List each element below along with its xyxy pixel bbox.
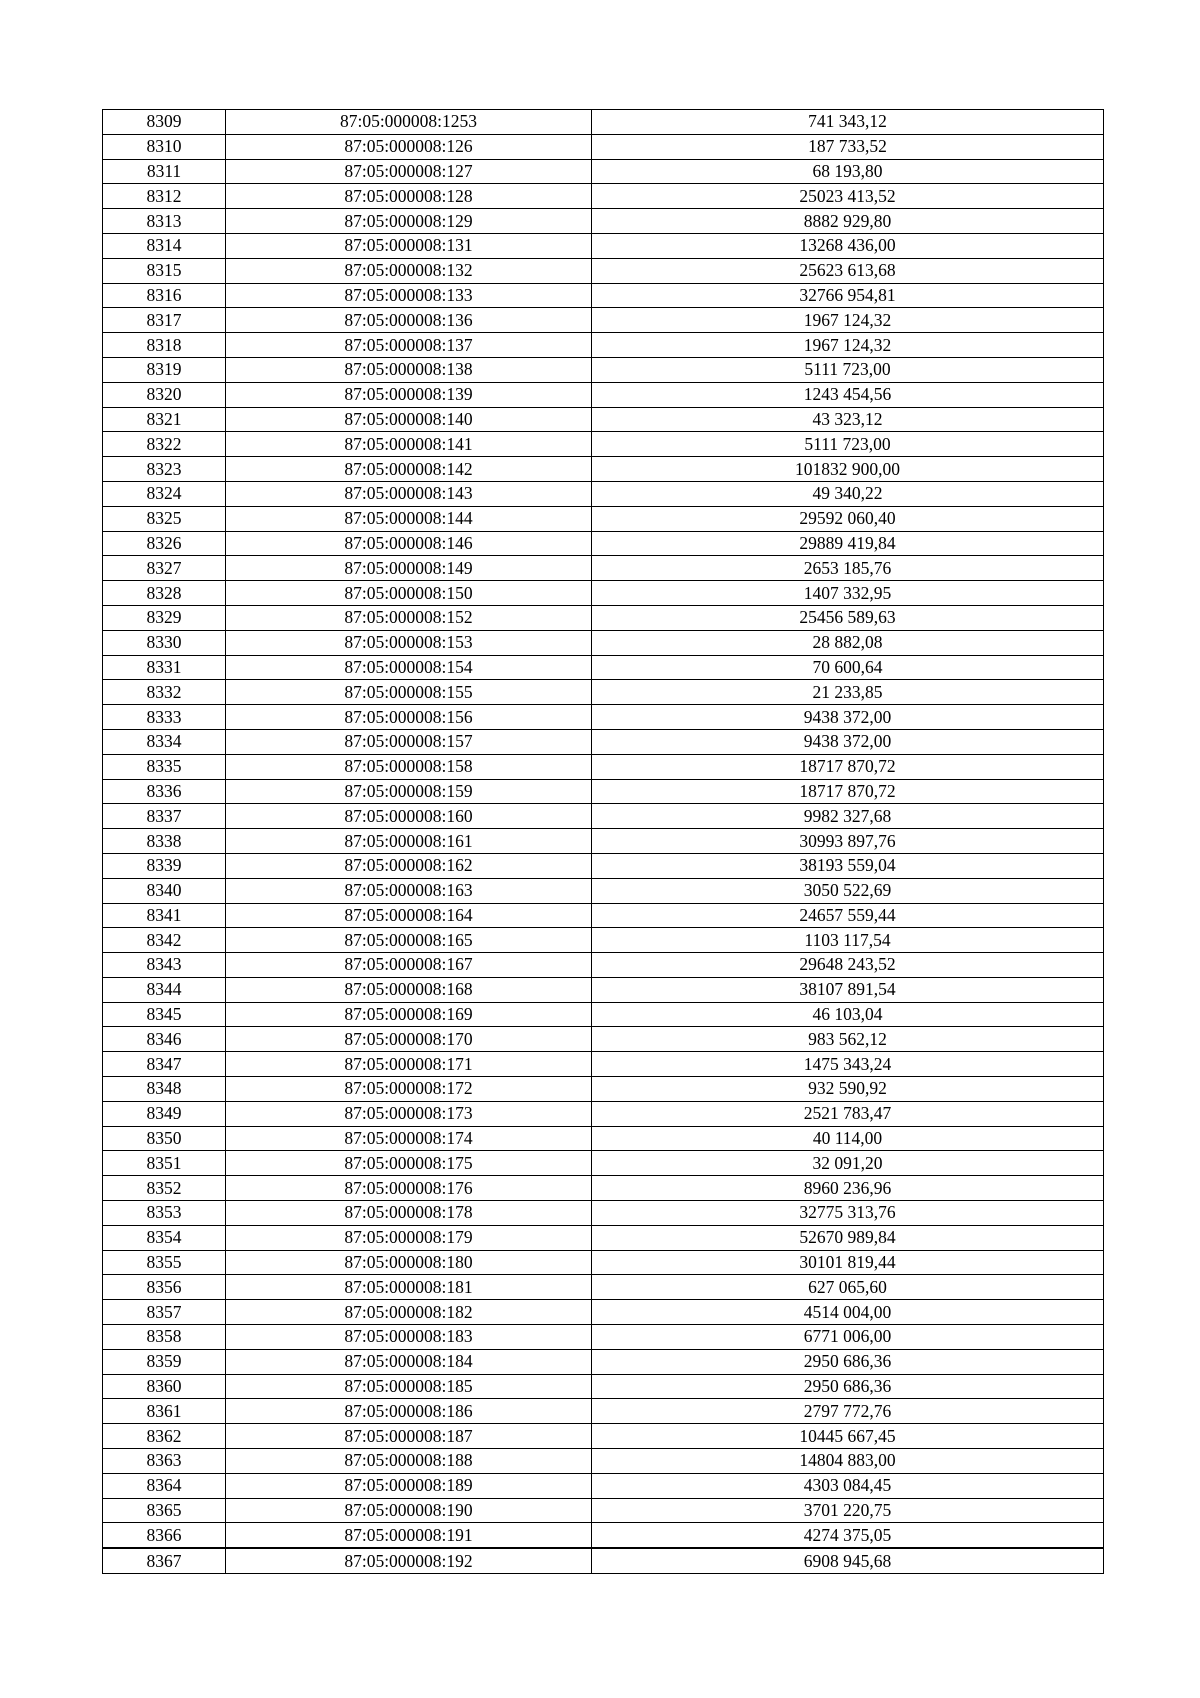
cadastral-number-cell: 87:05:000008:186 (226, 1399, 592, 1424)
row-number-cell: 8311 (103, 159, 226, 184)
cadastral-number-cell: 87:05:000008:163 (226, 878, 592, 903)
table-row (103, 1052, 1104, 1077)
row-number-cell: 8360 (103, 1374, 226, 1399)
row-number-cell: 8320 (103, 382, 226, 407)
cadastral-number-cell: 87:05:000008:131 (226, 233, 592, 258)
table-row (103, 1325, 1104, 1350)
cadastral-number-cell: 87:05:000008:168 (226, 977, 592, 1002)
cadastral-number-cell: 87:05:000008:129 (226, 209, 592, 234)
cadastral-number-cell: 87:05:000008:161 (226, 829, 592, 854)
row-number-cell: 8327 (103, 556, 226, 581)
cadastral-number-cell: 87:05:000008:165 (226, 928, 592, 953)
cadastral-number-cell: 87:05:000008:185 (226, 1374, 592, 1399)
table-row (103, 1399, 1104, 1424)
table-row (103, 1225, 1104, 1250)
row-number-cell: 8332 (103, 680, 226, 705)
cadastral-value-cell: 9438 372,00 (592, 729, 1104, 754)
cadastral-number-cell: 87:05:000008:138 (226, 357, 592, 382)
table-row (103, 333, 1104, 358)
cadastral-value-cell: 1967 124,32 (592, 333, 1104, 358)
row-number-cell: 8338 (103, 829, 226, 854)
row-number-cell: 8348 (103, 1077, 226, 1102)
row-number-cell: 8317 (103, 308, 226, 333)
cadastral-value-cell: 43 323,12 (592, 407, 1104, 432)
cadastral-number-cell: 87:05:000008:189 (226, 1473, 592, 1498)
cadastral-number-cell: 87:05:000008:157 (226, 729, 592, 754)
table-row (103, 581, 1104, 606)
cadastral-number-cell: 87:05:000008:191 (226, 1523, 592, 1548)
cadastral-value-cell: 1407 332,95 (592, 581, 1104, 606)
cadastral-value-cell: 741 343,12 (592, 110, 1104, 135)
table-row (103, 357, 1104, 382)
cadastral-number-cell: 87:05:000008:179 (226, 1225, 592, 1250)
table-row (103, 804, 1104, 829)
cadastral-number-cell: 87:05:000008:152 (226, 605, 592, 630)
row-number-cell: 8339 (103, 853, 226, 878)
cadastral-number-cell: 87:05:000008:1253 (226, 110, 592, 135)
cadastral-number-cell: 87:05:000008:137 (226, 333, 592, 358)
table-row (103, 878, 1104, 903)
table-row (103, 382, 1104, 407)
cadastral-number-cell: 87:05:000008:153 (226, 630, 592, 655)
cadastral-value-cell: 983 562,12 (592, 1027, 1104, 1052)
row-number-cell: 8362 (103, 1424, 226, 1449)
row-number-cell: 8312 (103, 184, 226, 209)
cadastral-number-cell: 87:05:000008:167 (226, 953, 592, 978)
cadastral-number-cell: 87:05:000008:172 (226, 1077, 592, 1102)
row-number-cell: 8325 (103, 506, 226, 531)
cadastral-number-cell: 87:05:000008:150 (226, 581, 592, 606)
table-row (103, 134, 1104, 159)
cadastral-value-cell: 32766 954,81 (592, 283, 1104, 308)
cadastral-number-cell: 87:05:000008:176 (226, 1176, 592, 1201)
cadastral-number-cell: 87:05:000008:149 (226, 556, 592, 581)
table-row (103, 209, 1104, 234)
cadastral-number-cell: 87:05:000008:174 (226, 1126, 592, 1151)
cadastral-value-cell: 1243 454,56 (592, 382, 1104, 407)
cadastral-value-cell: 4514 004,00 (592, 1300, 1104, 1325)
cadastral-value-cell: 1967 124,32 (592, 308, 1104, 333)
table-row (103, 1523, 1104, 1548)
cadastral-value-cell: 32 091,20 (592, 1151, 1104, 1176)
row-number-cell: 8355 (103, 1250, 226, 1275)
row-number-cell: 8347 (103, 1052, 226, 1077)
cadastral-value-cell: 9982 327,68 (592, 804, 1104, 829)
cadastral-number-cell: 87:05:000008:158 (226, 754, 592, 779)
cadastral-value-table (102, 109, 1104, 1574)
table-row (103, 1349, 1104, 1374)
cadastral-number-cell: 87:05:000008:171 (226, 1052, 592, 1077)
row-number-cell: 8322 (103, 432, 226, 457)
cadastral-value-cell: 18717 870,72 (592, 779, 1104, 804)
cadastral-number-cell: 87:05:000008:162 (226, 853, 592, 878)
cadastral-value-cell: 2950 686,36 (592, 1374, 1104, 1399)
table-row (103, 1077, 1104, 1102)
row-number-cell: 8329 (103, 605, 226, 630)
cadastral-value-cell: 52670 989,84 (592, 1225, 1104, 1250)
row-number-cell: 8357 (103, 1300, 226, 1325)
table-row (103, 680, 1104, 705)
cadastral-value-cell: 30101 819,44 (592, 1250, 1104, 1275)
cadastral-number-cell: 87:05:000008:169 (226, 1002, 592, 1027)
cadastral-value-cell: 49 340,22 (592, 481, 1104, 506)
row-number-cell: 8336 (103, 779, 226, 804)
row-number-cell: 8316 (103, 283, 226, 308)
cadastral-value-cell: 21 233,85 (592, 680, 1104, 705)
table-row (103, 1250, 1104, 1275)
cadastral-number-cell: 87:05:000008:175 (226, 1151, 592, 1176)
cadastral-number-cell: 87:05:000008:181 (226, 1275, 592, 1300)
table-row (103, 605, 1104, 630)
cadastral-value-cell: 3050 522,69 (592, 878, 1104, 903)
table-row (103, 407, 1104, 432)
cadastral-value-cell: 2797 772,76 (592, 1399, 1104, 1424)
row-number-cell: 8318 (103, 333, 226, 358)
cadastral-value-cell: 5111 723,00 (592, 432, 1104, 457)
cadastral-value-cell: 32775 313,76 (592, 1201, 1104, 1226)
table-row (103, 1300, 1104, 1325)
cadastral-number-cell: 87:05:000008:183 (226, 1325, 592, 1350)
table-row (103, 779, 1104, 804)
row-number-cell: 8364 (103, 1473, 226, 1498)
row-number-cell: 8342 (103, 928, 226, 953)
row-number-cell: 8340 (103, 878, 226, 903)
row-number-cell: 8341 (103, 903, 226, 928)
table-row (103, 506, 1104, 531)
table-row (103, 159, 1104, 184)
row-number-cell: 8346 (103, 1027, 226, 1052)
row-number-cell: 8331 (103, 655, 226, 680)
table-row (103, 457, 1104, 482)
cadastral-number-cell: 87:05:000008:188 (226, 1449, 592, 1474)
table-row (103, 110, 1104, 135)
cadastral-number-cell: 87:05:000008:173 (226, 1101, 592, 1126)
cadastral-value-cell: 38107 891,54 (592, 977, 1104, 1002)
cadastral-value-cell: 70 600,64 (592, 655, 1104, 680)
row-number-cell: 8314 (103, 233, 226, 258)
cadastral-value-cell: 29889 419,84 (592, 531, 1104, 556)
table-row (103, 308, 1104, 333)
cadastral-value-cell: 30993 897,76 (592, 829, 1104, 854)
table-row (103, 1449, 1104, 1474)
table-row (103, 1374, 1104, 1399)
row-number-cell: 8352 (103, 1176, 226, 1201)
cadastral-number-cell: 87:05:000008:133 (226, 283, 592, 308)
row-number-cell: 8359 (103, 1349, 226, 1374)
cadastral-number-cell: 87:05:000008:182 (226, 1300, 592, 1325)
table-row (103, 556, 1104, 581)
table-row (103, 233, 1104, 258)
cadastral-value-cell: 25456 589,63 (592, 605, 1104, 630)
row-number-cell: 8323 (103, 457, 226, 482)
row-number-cell: 8330 (103, 630, 226, 655)
cadastral-value-cell: 25023 413,52 (592, 184, 1104, 209)
cadastral-number-cell: 87:05:000008:127 (226, 159, 592, 184)
row-number-cell: 8321 (103, 407, 226, 432)
table-row (103, 903, 1104, 928)
row-number-cell: 8356 (103, 1275, 226, 1300)
cadastral-number-cell: 87:05:000008:146 (226, 531, 592, 556)
row-number-cell: 8324 (103, 481, 226, 506)
table-body (103, 110, 1104, 1574)
table-row (103, 481, 1104, 506)
table-row (103, 705, 1104, 730)
cadastral-value-cell: 25623 613,68 (592, 258, 1104, 283)
table-row (103, 1424, 1104, 1449)
row-number-cell: 8334 (103, 729, 226, 754)
cadastral-number-cell: 87:05:000008:156 (226, 705, 592, 730)
cadastral-value-cell: 13268 436,00 (592, 233, 1104, 258)
cadastral-value-cell: 932 590,92 (592, 1077, 1104, 1102)
row-number-cell: 8337 (103, 804, 226, 829)
table-row (103, 630, 1104, 655)
cadastral-value-cell: 2521 783,47 (592, 1101, 1104, 1126)
cadastral-number-cell: 87:05:000008:140 (226, 407, 592, 432)
row-number-cell: 8366 (103, 1523, 226, 1548)
table-row (103, 1101, 1104, 1126)
table-row (103, 531, 1104, 556)
table-row (103, 1176, 1104, 1201)
cadastral-number-cell: 87:05:000008:126 (226, 134, 592, 159)
table-row (103, 1473, 1104, 1498)
cadastral-value-cell: 1475 343,24 (592, 1052, 1104, 1077)
cadastral-value-cell: 29648 243,52 (592, 953, 1104, 978)
cadastral-number-cell: 87:05:000008:192 (226, 1548, 592, 1573)
row-number-cell: 8345 (103, 1002, 226, 1027)
table-row (103, 853, 1104, 878)
cadastral-value-cell: 187 733,52 (592, 134, 1104, 159)
cadastral-value-cell: 24657 559,44 (592, 903, 1104, 928)
row-number-cell: 8326 (103, 531, 226, 556)
table-row (103, 1002, 1104, 1027)
table-row (103, 1498, 1104, 1523)
table-row (103, 1548, 1104, 1573)
row-number-cell: 8349 (103, 1101, 226, 1126)
cadastral-number-cell: 87:05:000008:170 (226, 1027, 592, 1052)
cadastral-number-cell: 87:05:000008:139 (226, 382, 592, 407)
cadastral-number-cell: 87:05:000008:184 (226, 1349, 592, 1374)
row-number-cell: 8361 (103, 1399, 226, 1424)
row-number-cell: 8343 (103, 953, 226, 978)
row-number-cell: 8358 (103, 1325, 226, 1350)
cadastral-value-cell: 4303 084,45 (592, 1473, 1104, 1498)
table-row (103, 928, 1104, 953)
cadastral-value-cell: 46 103,04 (592, 1002, 1104, 1027)
cadastral-value-cell: 38193 559,04 (592, 853, 1104, 878)
cadastral-number-cell: 87:05:000008:160 (226, 804, 592, 829)
row-number-cell: 8313 (103, 209, 226, 234)
cadastral-value-cell: 28 882,08 (592, 630, 1104, 655)
row-number-cell: 8319 (103, 357, 226, 382)
cadastral-value-cell: 1103 117,54 (592, 928, 1104, 953)
row-number-cell: 8315 (103, 258, 226, 283)
row-number-cell: 8335 (103, 754, 226, 779)
cadastral-value-cell: 3701 220,75 (592, 1498, 1104, 1523)
table-row (103, 1126, 1104, 1151)
table-row (103, 1201, 1104, 1226)
cadastral-number-cell: 87:05:000008:128 (226, 184, 592, 209)
cadastral-value-cell: 8960 236,96 (592, 1176, 1104, 1201)
cadastral-value-cell: 4274 375,05 (592, 1523, 1104, 1548)
cadastral-number-cell: 87:05:000008:142 (226, 457, 592, 482)
cadastral-number-cell: 87:05:000008:141 (226, 432, 592, 457)
cadastral-number-cell: 87:05:000008:159 (226, 779, 592, 804)
cadastral-value-cell: 68 193,80 (592, 159, 1104, 184)
cadastral-value-cell: 6771 006,00 (592, 1325, 1104, 1350)
table-row (103, 729, 1104, 754)
cadastral-number-cell: 87:05:000008:164 (226, 903, 592, 928)
row-number-cell: 8363 (103, 1449, 226, 1474)
cadastral-value-cell: 627 065,60 (592, 1275, 1104, 1300)
cadastral-value-cell: 8882 929,80 (592, 209, 1104, 234)
cadastral-value-cell: 29592 060,40 (592, 506, 1104, 531)
table-row (103, 258, 1104, 283)
table-row (103, 655, 1104, 680)
row-number-cell: 8351 (103, 1151, 226, 1176)
cadastral-number-cell: 87:05:000008:190 (226, 1498, 592, 1523)
table-row (103, 1151, 1104, 1176)
cadastral-value-cell: 101832 900,00 (592, 457, 1104, 482)
table-row (103, 977, 1104, 1002)
row-number-cell: 8333 (103, 705, 226, 730)
cadastral-value-cell: 2950 686,36 (592, 1349, 1104, 1374)
cadastral-value-cell: 6908 945,68 (592, 1548, 1104, 1573)
cadastral-value-cell: 14804 883,00 (592, 1449, 1104, 1474)
row-number-cell: 8365 (103, 1498, 226, 1523)
cadastral-number-cell: 87:05:000008:180 (226, 1250, 592, 1275)
row-number-cell: 8310 (103, 134, 226, 159)
cadastral-value-cell: 2653 185,76 (592, 556, 1104, 581)
cadastral-number-cell: 87:05:000008:144 (226, 506, 592, 531)
cadastral-number-cell: 87:05:000008:143 (226, 481, 592, 506)
row-number-cell: 8367 (103, 1548, 226, 1573)
row-number-cell: 8309 (103, 110, 226, 135)
cadastral-number-cell: 87:05:000008:187 (226, 1424, 592, 1449)
row-number-cell: 8350 (103, 1126, 226, 1151)
cadastral-number-cell: 87:05:000008:154 (226, 655, 592, 680)
cadastral-value-cell: 40 114,00 (592, 1126, 1104, 1151)
cadastral-value-cell: 5111 723,00 (592, 357, 1104, 382)
table-row (103, 754, 1104, 779)
row-number-cell: 8353 (103, 1201, 226, 1226)
cadastral-value-cell: 18717 870,72 (592, 754, 1104, 779)
cadastral-number-cell: 87:05:000008:178 (226, 1201, 592, 1226)
cadastral-number-cell: 87:05:000008:155 (226, 680, 592, 705)
cadastral-number-cell: 87:05:000008:136 (226, 308, 592, 333)
table-row (103, 283, 1104, 308)
table-row (103, 953, 1104, 978)
row-number-cell: 8344 (103, 977, 226, 1002)
table-row (103, 1275, 1104, 1300)
table-row (103, 829, 1104, 854)
row-number-cell: 8328 (103, 581, 226, 606)
table-row (103, 184, 1104, 209)
cadastral-number-cell: 87:05:000008:132 (226, 258, 592, 283)
row-number-cell: 8354 (103, 1225, 226, 1250)
cadastral-value-cell: 9438 372,00 (592, 705, 1104, 730)
table-row (103, 432, 1104, 457)
cadastral-value-cell: 10445 667,45 (592, 1424, 1104, 1449)
table-row (103, 1027, 1104, 1052)
